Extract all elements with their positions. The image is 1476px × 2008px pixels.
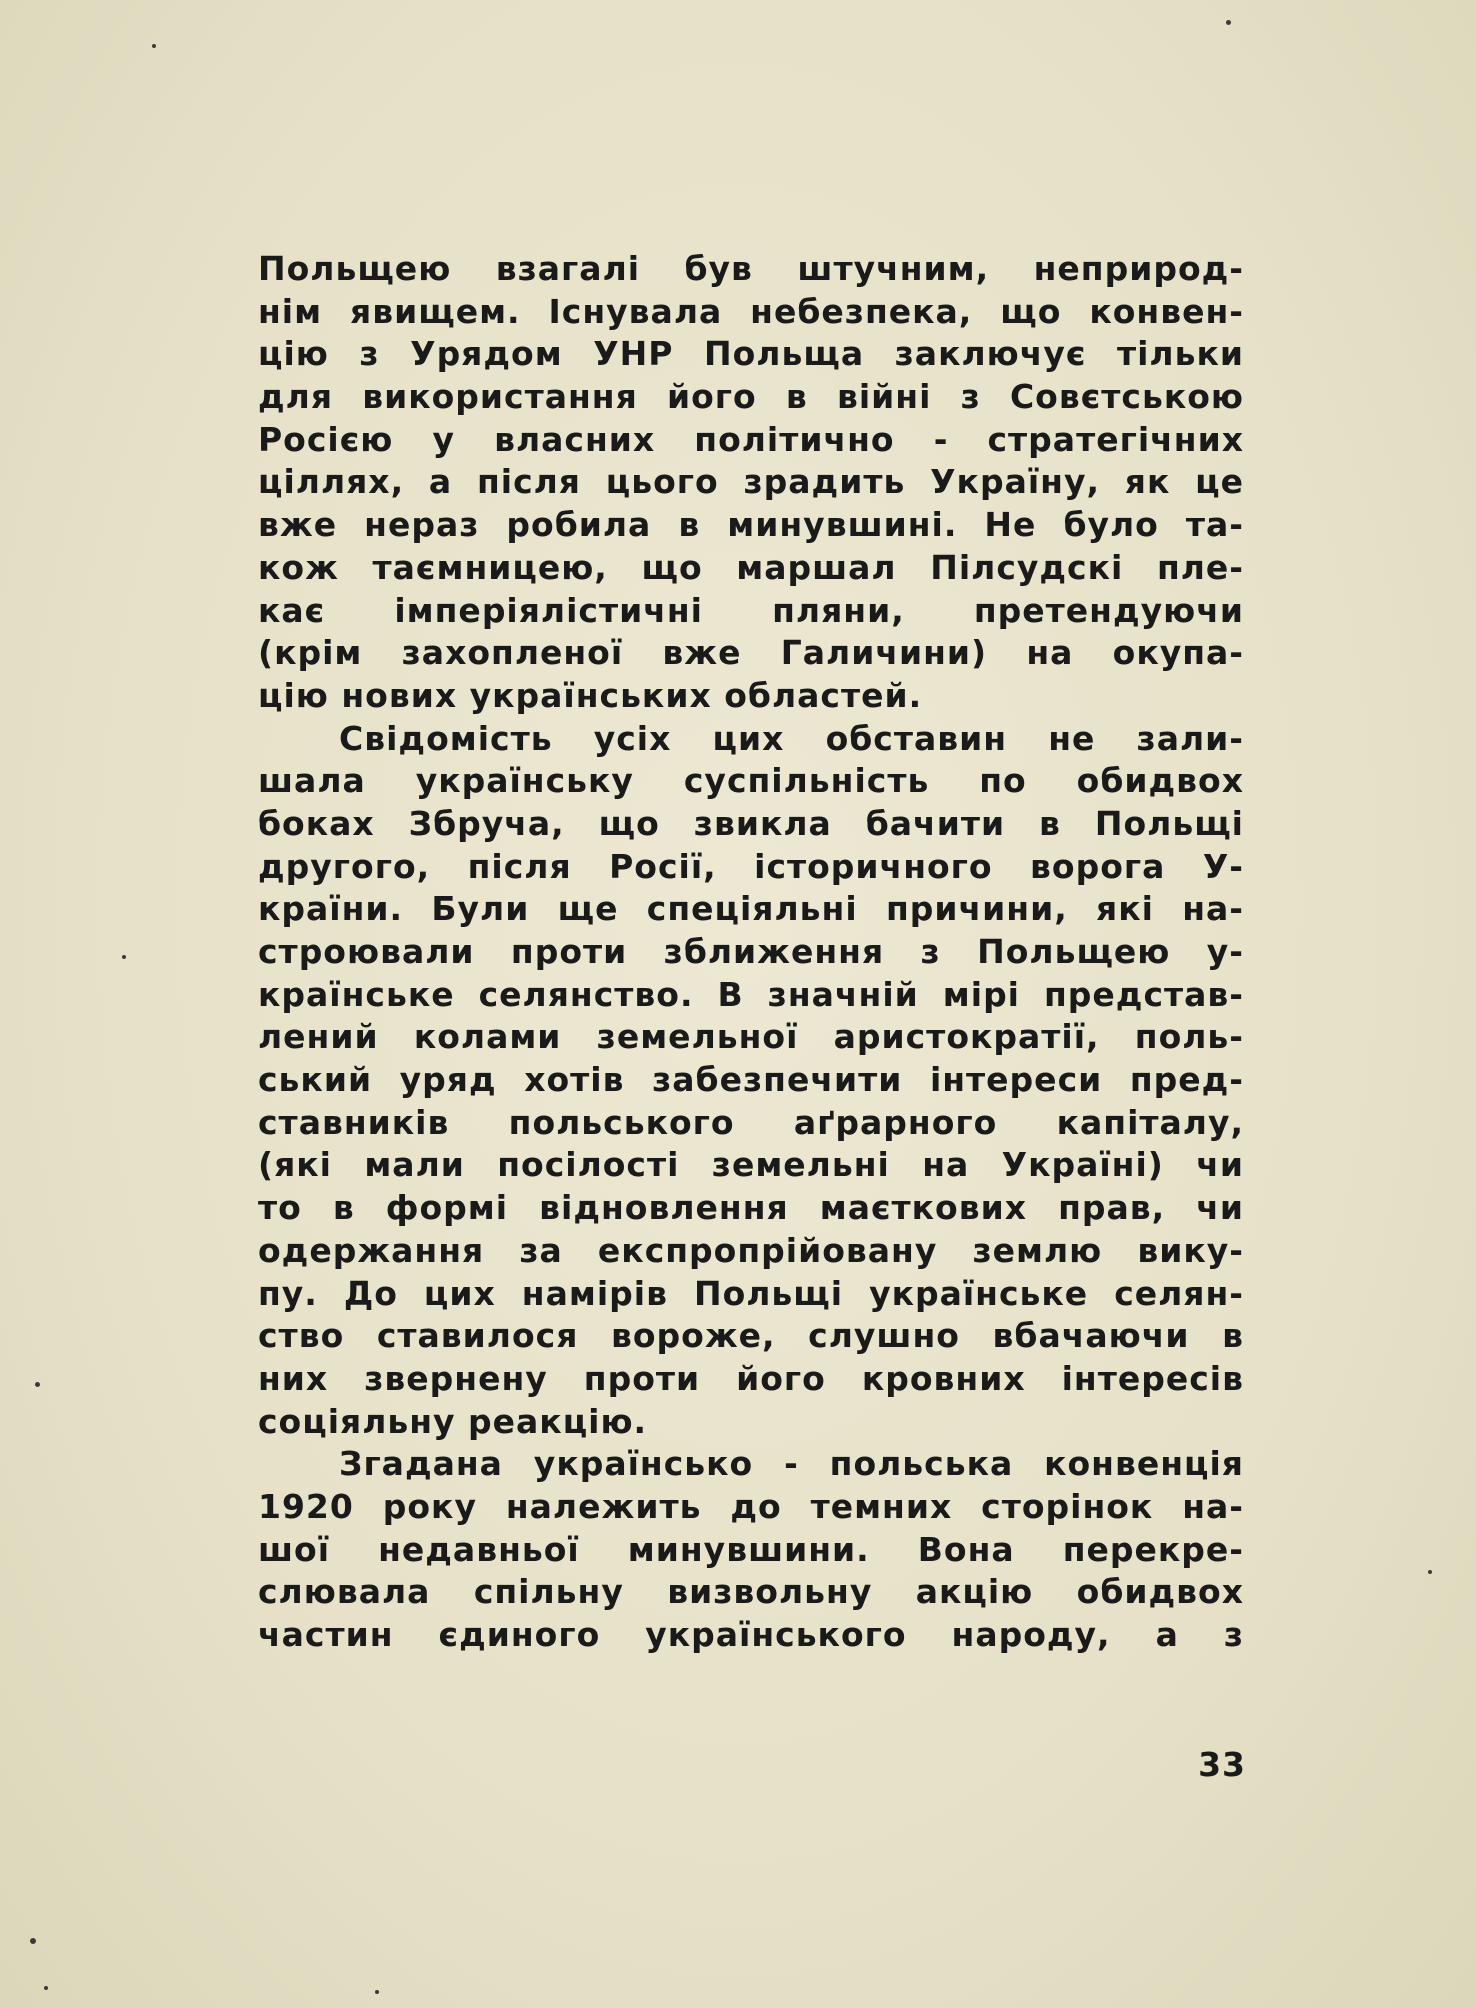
scan-speck (44, 1986, 48, 1990)
body-text (258, 248, 1244, 1657)
scan-speck (1226, 20, 1231, 25)
text-line: для використання його в війні з Совєтською (258, 377, 1244, 417)
scan-speck (30, 1938, 36, 1944)
text-line: то в формі відновлення маєткових прав, чи (258, 1188, 1244, 1228)
text-line: пу. До цих намірів Польщі українське селян- (258, 1273, 1244, 1313)
text-line: Свідомість усіх цих обставин не зали- (339, 718, 1244, 758)
text-line: цію з Урядом УНР Польща заключує тільки (258, 334, 1244, 374)
text-line: вже нераз робила в минувшині. Не було та- (258, 505, 1244, 545)
text-line: нім явищем. Існувала небезпека, що конвен- (258, 291, 1244, 331)
text-line: країнське селянство. В значній мірі представ- (258, 974, 1244, 1014)
text-line: лений колами земельної аристократії, поль- (258, 1017, 1244, 1057)
text-line: соціяльну реакцію. (258, 1401, 648, 1441)
text-line: Росією у власних політично - стратегічних (258, 419, 1244, 459)
scan-speck (122, 955, 126, 959)
text-line: них звернену проти його кровних інтересів (258, 1358, 1244, 1398)
text-line: боках Збруча, що звикла бачити в Польщі (258, 803, 1244, 843)
text-line: Польщею взагалі був штучним, неприрод- (258, 249, 1244, 288)
scan-speck (375, 1990, 379, 1994)
text-line: слювала спільну визвольну акцію обидвох (258, 1572, 1244, 1612)
text-line: ський уряд хотів забезпечити інтереси пред- (258, 1060, 1244, 1100)
text-line: частин єдиного українського народу, а з (258, 1615, 1244, 1654)
text-line: шала українську суспільність по обидвох (258, 761, 1244, 801)
text-line: країни. Були ще спеціяльні причини, які на- (258, 889, 1244, 929)
text-line: ставників польського аґрарного капіталу, (258, 1102, 1244, 1142)
text-line: строювали проти зближення з Польщею у- (258, 932, 1244, 971)
text-line: кає імперіялістичні пляни, претендуючи (258, 590, 1244, 630)
text-line: Згадана українсько - польська конвенція (339, 1444, 1244, 1484)
text-line: другого, після Росії, історичного ворога У- (258, 846, 1244, 886)
text-line: ство ставилося вороже, слушно вбачаючи в (258, 1316, 1244, 1356)
text-line: (які мали посілості земельні на Україні) чи (258, 1145, 1244, 1185)
text-line: одержання за експропрійовану землю вику- (258, 1230, 1244, 1270)
text-line: шої недавньої минувшини. Вона перекре- (258, 1529, 1244, 1569)
scan-speck (152, 44, 156, 48)
text-line: цію нових українських областей. (258, 675, 923, 715)
text-line: ціллях, а після цього зрадить Україну, як це (258, 462, 1244, 502)
scan-speck (35, 1382, 40, 1387)
scan-speck (1428, 1570, 1432, 1574)
text-line: кож таємницею, що маршал Пілсудскі пле- (258, 547, 1244, 587)
text-line: 1920 року належить до темних сторінок на- (258, 1486, 1244, 1526)
text-line: (крім захопленої вже Галичини) на окупа- (258, 633, 1244, 673)
page-number: 33 (1198, 1745, 1246, 1784)
